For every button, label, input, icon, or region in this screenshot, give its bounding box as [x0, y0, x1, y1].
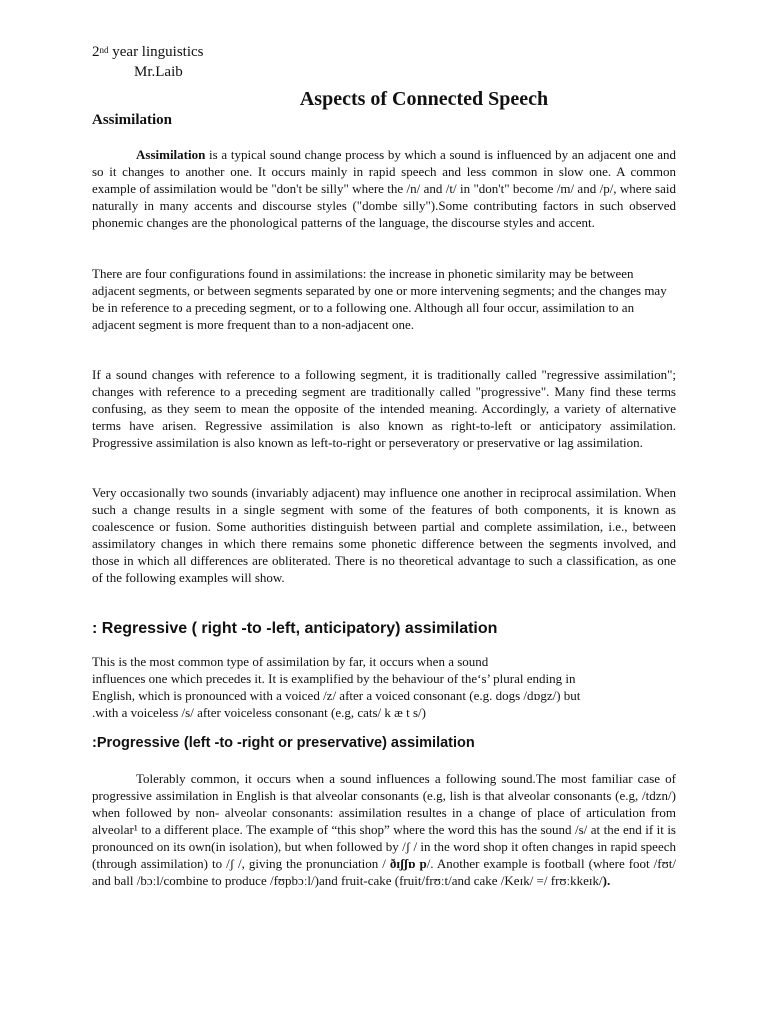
- paragraph-configurations: There are four configurations found in assimilations: the increase in phonetic similarity may be between adjacent segments, or between segments separated by one or more intervening segments; and the changes may be in reference to a preceding segment, or to a following one. Although all four occur, assimilation to an adjacent segment is more frequent than to a non-adjacent one.: [92, 266, 667, 332]
- paragraph-assimilation-definition: [92, 147, 676, 232]
- paragraph-text: Tolerably common, it occurs when a sound influences a following sound.The most familiar case of progressive assimilation in English is that alveolar consonants (e.g, lish is that alveolar consonants (e.g, /tdzn/) when followed by non- alveolar consonants: assimilation resultes in a change of place of articulation from alveolar¹ to a different place. The example of “this shop” where the word this has the sound /s/ at the end if it is pronounced on its own(in isolation), but when followed by /ʃ / in the word shop it often changes in rapid speech (through assimilation) to /ʃ /, giving the pronunciation /: [92, 771, 676, 871]
- paragraph-text: is a typical sound change process by which a sound is influenced by an adjacent one and so it changes to another one. It occurs mainly in rapid speech and less common in slow one. A common example of assimilation would be "don't be silly" where the /n/ and /t/ in "don't" become /m/ and /p/, where said naturally in many accents and discourse styles ("dombe silly").Some contributing factors in such observed phonemic changes are the phonological patterns of the language, the discourse styles and accent.: [92, 147, 676, 230]
- text-line: .with a voiceless /s/ after voiceless consonant (e.g, cats/ k æ t s/): [92, 704, 426, 720]
- heading-regressive: : Regressive ( right -to -left, anticipatory) assimilation: [92, 620, 498, 637]
- heading-progressive: :Progressive (left -to -right or preservative) assimilation: [92, 735, 475, 751]
- paragraph-progressive: [92, 770, 676, 889]
- course-suffix: nd: [99, 45, 109, 55]
- course-number: 2: [92, 44, 100, 60]
- page-title: Aspects of Connected Speech: [299, 88, 549, 110]
- text-line: English, which is pronounced with a voiced /z/ after a voiced consonant (e.g. dogs /dɒgz/) but: [92, 687, 581, 703]
- paragraph-text: /. Another example is football (where foot /fʊt/ and ball /bɔːl/combine to produce /fʊpbɔːl/)and fruit-cake (fruit/frʊːt/and cake /Keɪk/ =/ frʊːkkeɪk/: [92, 856, 676, 888]
- pronunciation-bold: ðɪʃʃɒ p: [389, 856, 427, 871]
- term-bold: Assimilation: [136, 147, 206, 162]
- course-label: [92, 44, 203, 61]
- teacher-name: Mr.Laib: [134, 64, 183, 80]
- text-line: influences one which precedes it. It is examplified by the behaviour of the‘s’ plural ending in: [92, 670, 576, 686]
- course-text: year linguistics: [108, 44, 204, 60]
- paragraph-reciprocal: Very occasionally two sounds (invariably adjacent) may influence one another in reciprocal assimilation. When such a change results in a single segment with some of the features of both components, it is known as coalescence or fusion. Some authorities distinguish between partial and complete assimilation, i.e., between assimilatory changes in which there remains some phonetic difference between the segments involved, and those in which all differences are obliterated. There is no theoretical advantage to such a classification, as one of the following examples will show.: [92, 485, 676, 585]
- paragraph-regressive: [92, 654, 692, 722]
- closing-bold: ).: [602, 873, 611, 888]
- text-line: This is the most common type of assimilation by far, it occurs when a sound: [92, 654, 489, 669]
- section-heading: Assimilation: [92, 112, 173, 128]
- paragraph-regressive-progressive: If a sound changes with reference to a following segment, it is traditionally called "regressive assimilation"; changes with reference to a preceding segment are traditionally called "progressive". Many find these terms confusing, as they seem to mean the opposite of the intended meaning. Accordingly, a variety of alternative terms have arisen. Regressive assimilation is also known as right-to-left or anticipatory assimilation. Progressive assimilation is also known as left-to-right or perseveratory or preservative or lag assimilation.: [92, 367, 676, 450]
